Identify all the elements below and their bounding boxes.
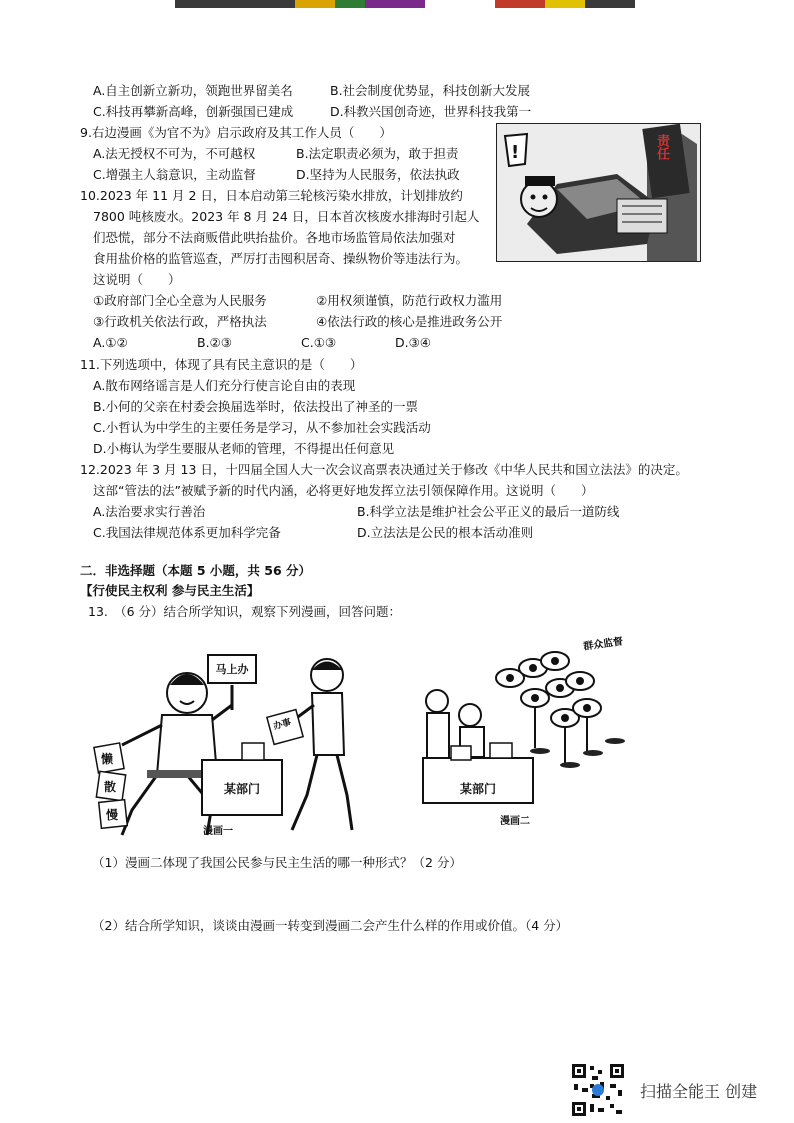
q10-option-d: D.③④	[395, 335, 432, 350]
q8-option-a: A.自主创新立新功，领跑世界留美名	[93, 83, 293, 98]
q11-stem: 11.下列选项中，体现了具有民主意识的是（ ）	[80, 357, 363, 372]
q12-line1: 12.2023 年 3 月 13 日，十四届全国人大一次会议高票表决通过关于修改《中华人民共和国立法法》的决定。	[80, 462, 688, 477]
q10-line5: 这说明（ ）	[93, 272, 181, 287]
scan-color-strip	[175, 0, 635, 8]
q10-statement-2: ②用权须谨慎，防范行政权力滥用	[316, 293, 503, 308]
q9-option-d: D.坚持为人民服务，依法执政	[296, 167, 460, 182]
svg-text:!: !	[511, 142, 520, 163]
comic-two-label: 漫画二	[500, 816, 530, 827]
q11-option-b: B.小何的父亲在村委会换届选举时，依法投出了神圣的一票	[93, 399, 419, 414]
q13-sub1: （1）漫画二体现了我国公民参与民主生活的哪一种形式？（2 分）	[92, 855, 462, 870]
q10-line4: 食用盐价格的监管巡查，严厉打击囤积居奇、操纵物价等违法行为。	[93, 251, 469, 266]
q11-option-d: D.小梅认为学生要服从老师的管理，不得提出任何意见	[93, 441, 395, 456]
q8-option-d: D.科教兴国创奇迹，世界科技我第一	[330, 104, 532, 119]
comic-two-desk-label: 某部门	[459, 782, 496, 796]
q10-statement-4: ④依法行政的核心是推进政务公开	[316, 314, 503, 329]
q10-option-b: B.②③	[197, 335, 232, 350]
q10-option-a: A.①②	[93, 335, 128, 350]
section2-theme: 【行使民主权利 参与民主生活】	[80, 583, 260, 598]
comic-two	[415, 633, 637, 808]
comic-one-paper-3: 慢	[106, 808, 119, 822]
q11-option-c: C.小哲认为中学生的主要任务是学习，从不参加社会实践活动	[93, 420, 431, 435]
q13-stem: 13. （6 分）结合所学知识，观察下列漫画，回答问题：	[88, 604, 402, 619]
q11-option-a: A.散布网络谣言是人们充分行使言论自由的表现	[93, 378, 356, 393]
q10-option-c: C.①③	[301, 335, 337, 350]
section2-title: 二．非选择题（本题 5 小题，共 56 分）	[80, 563, 312, 578]
q9-stem: 9.右边漫画《为官不为》启示政府及其工作人员（ ）	[80, 125, 392, 140]
q9-option-a: A.法无授权不可为，不可越权	[93, 146, 256, 161]
q10-line1: 10.2023 年 11 月 2 日，日本启动第三轮核污染水排放，计划排放约	[80, 188, 463, 203]
comic-one-desk-label: 某部门	[223, 782, 260, 796]
q8-option-c: C.科技再攀新高峰，创新强国已建成	[93, 104, 294, 119]
comic-two-sign: 群众监督	[582, 636, 624, 653]
q10-statement-3: ③行政机关依法行政，严格执法	[93, 314, 267, 329]
scanner-brand-label: 扫描全能王 创建	[640, 1082, 758, 1101]
comic-one-label: 漫画一	[203, 826, 233, 837]
q13-sub2: （2）结合所学知识，谈谈由漫画一转变到漫画二会产生什么样的作用或价值。（4 分）	[92, 918, 569, 933]
comic-one-sign: 马上办	[215, 663, 249, 676]
q12-option-a: A.法治要求实行善治	[93, 504, 206, 519]
comic-one	[92, 645, 367, 840]
q10-line2: 7800 吨核废水。2023 年 8 月 24 日，日本首次核废水排海时引起人	[93, 209, 480, 224]
q10-line3: 们恐慌，部分不法商贩借此哄抬盐价。各地市场监管局依法加强对	[93, 230, 456, 245]
comic-one-document: 办事	[272, 717, 293, 733]
q9-cartoon-sign: 责任	[654, 134, 669, 160]
q9-option-b: B.法定职责必须为，敢于担责	[296, 146, 459, 161]
comic-one-paper-2: 散	[104, 780, 117, 794]
q12-line2: 这部“管法的法”被赋予新的时代内涵，必将更好地发挥立法引领保障作用。这说明（ ）	[93, 483, 594, 498]
comic-one-paper-1: 懒	[101, 752, 114, 766]
q9-option-c: C.增强主人翁意识，主动监督	[93, 167, 256, 182]
q12-option-b: B.科学立法是维护社会公平正义的最后一道防线	[357, 504, 620, 519]
q8-option-b: B.社会制度优势显，科技创新大发展	[330, 83, 531, 98]
q9-cartoon	[496, 123, 701, 262]
q10-statement-1: ①政府部门全心全意为人民服务	[93, 293, 267, 308]
q12-option-c: C.我国法律规范体系更加科学完备	[93, 525, 281, 540]
qr-code	[570, 1062, 626, 1118]
q12-option-d: D.立法法是公民的根本活动准则	[357, 525, 534, 540]
qr-code-icon	[570, 1062, 626, 1118]
